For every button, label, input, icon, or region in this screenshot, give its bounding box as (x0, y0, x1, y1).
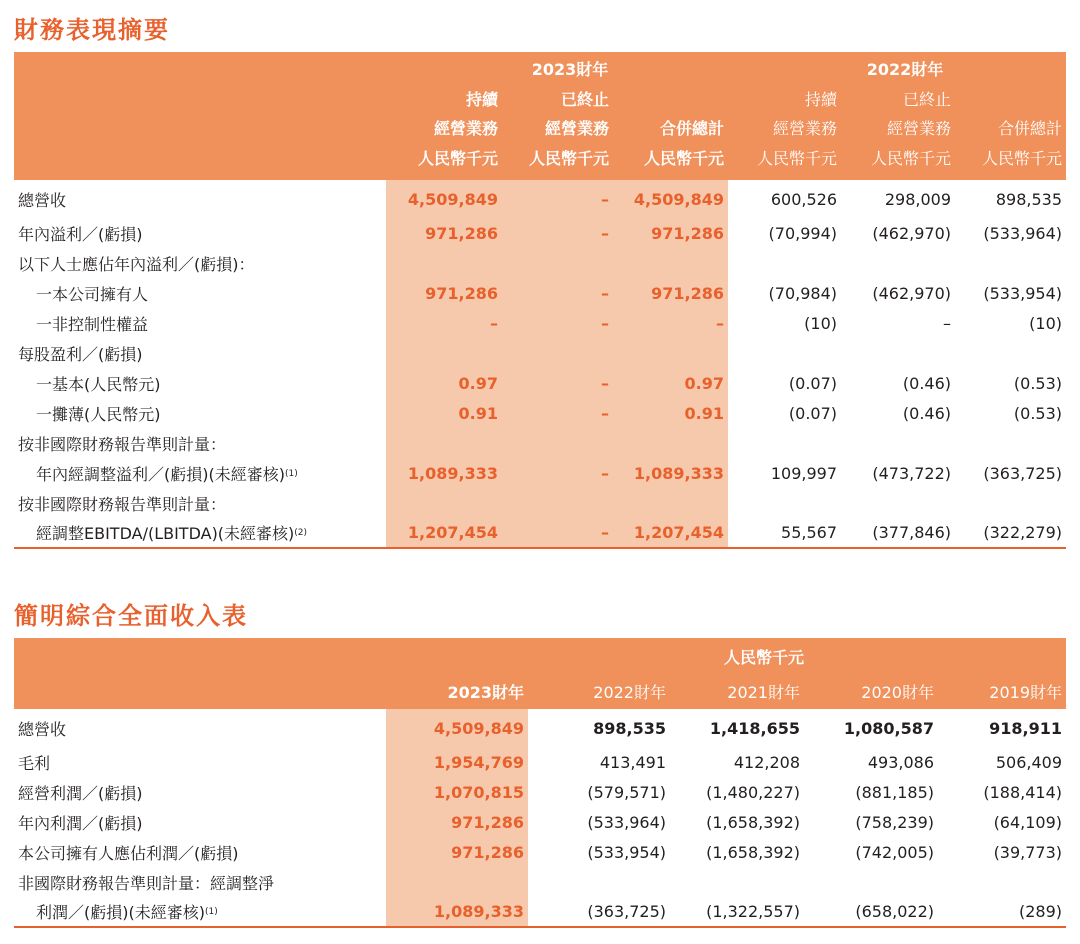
table-cell: 971,286 (386, 278, 502, 308)
table-cell: 1,080,587 (843, 718, 934, 738)
table-cell: (579,571) (587, 782, 666, 802)
table-cell: 1,207,454 (386, 518, 502, 548)
row-label (14, 488, 386, 518)
header-fy2022: 2022財年 (728, 52, 1066, 84)
table-cell: 4,509,849 (613, 180, 728, 218)
col-header-l2: 經營業務 (502, 113, 613, 141)
table-cell (728, 338, 841, 368)
table-cell (841, 488, 955, 518)
table-cell (502, 428, 613, 458)
table-cell (502, 488, 613, 518)
table-cell: 971,286 (613, 218, 728, 248)
table-row (14, 747, 1066, 777)
col-header-l1: 已終止 (841, 84, 955, 113)
row-label (14, 867, 386, 897)
row-label-text: 年內利潤／(虧損) (18, 813, 143, 833)
footnote-marker: (1) (204, 907, 218, 917)
table-cell: (363,725) (528, 897, 670, 927)
table-cell (613, 428, 728, 458)
table-row (14, 837, 1066, 867)
col-header-unit: 人民幣千元 (386, 141, 502, 180)
table-cell: (533,954) (983, 283, 1063, 303)
table-row (14, 180, 1066, 218)
table-cell: 971,286 (386, 807, 528, 837)
row-label-text: 年內經調整溢利／(虧損)(未經審核) (36, 464, 285, 484)
table-cell: 1,070,815 (386, 777, 528, 807)
row-label-text: 一本公司擁有人 (36, 284, 149, 304)
row-label (14, 338, 386, 368)
table-row (14, 709, 1066, 747)
table-cell: 298,009 (884, 189, 952, 209)
row-label-text: 一基本(人民幣元) (36, 374, 161, 394)
table-cell: (377,846) (841, 518, 955, 548)
table-cell: (1,322,557) (670, 897, 804, 927)
col-header-unit: 人民幣千元 (841, 141, 955, 180)
table-cell (386, 488, 502, 518)
table-cell (670, 867, 804, 897)
table-cell: 1,089,333 (613, 458, 728, 488)
table-cell: (39,773) (993, 842, 1063, 862)
table-cell (386, 428, 502, 458)
table-cell: (0.53) (1013, 403, 1063, 423)
footnote-marker: (1) (284, 468, 298, 479)
table-cell: 1,418,655 (709, 718, 800, 738)
row-label-text: 總營收 (18, 719, 67, 739)
table-cell: (742,005) (855, 842, 934, 862)
header-blank (14, 52, 386, 84)
table-row (14, 488, 1066, 518)
col-header-l1: 已終止 (502, 84, 613, 113)
row-label-text: 非國際財務報告準則計量：經調整淨 (18, 873, 275, 893)
col-header-l2: 合併總計 (613, 113, 728, 141)
table-cell (502, 248, 613, 278)
header-unit: 人民幣千元 (386, 638, 1066, 674)
table-cell: 109,997 (770, 463, 838, 483)
table-cell: – (502, 180, 613, 218)
row-label (14, 518, 386, 548)
table-cell: 0.97 (386, 368, 502, 398)
table-cell: (758,239) (855, 812, 934, 832)
table-row (14, 248, 1066, 278)
table-row (14, 278, 1066, 308)
row-label-text: 總營收 (18, 190, 67, 210)
table-cell (386, 338, 502, 368)
row-label-text: 利潤／(虧損)(未經審核) (36, 903, 205, 922)
table-cell: (0.53) (1013, 373, 1063, 393)
col-header-l1 (955, 84, 1066, 113)
table-cell: (289) (938, 897, 1066, 927)
table-row (14, 308, 1066, 338)
table-row (14, 368, 1066, 398)
table-row (14, 807, 1066, 837)
row-label-text: 以下人士應佔年內溢利／(虧損)： (18, 254, 255, 274)
table-cell: – (502, 368, 613, 398)
row-label (14, 278, 386, 308)
table-row (14, 218, 1066, 248)
table-row (14, 777, 1066, 807)
table-cell: (70,994) (768, 223, 838, 243)
row-label-text: 一攤薄(人民幣元) (36, 404, 161, 424)
col-header-unit: 人民幣千元 (955, 141, 1066, 180)
row-label-text: 經調整EBITDA/(LBITDA)(未經審核) (36, 524, 295, 543)
table-cell: (533,954) (587, 842, 666, 862)
table-cell: (363,725) (983, 463, 1063, 483)
table-cell: 1,089,333 (386, 458, 502, 488)
row-label-text: 一非控制性權益 (36, 314, 149, 334)
table-cell: (1,658,392) (706, 842, 800, 862)
table-cell: (473,722) (872, 463, 952, 483)
table-cell: – (502, 218, 613, 248)
row-label (14, 218, 386, 248)
table-cell: 506,409 (995, 752, 1063, 772)
table-cell (841, 338, 955, 368)
table-cell: 600,526 (770, 189, 838, 209)
table-cell: (881,185) (855, 782, 934, 802)
table-cell: – (502, 308, 613, 338)
table-cell (613, 488, 728, 518)
table-row (14, 897, 1066, 927)
row-label (14, 458, 386, 488)
col-header-l2: 經營業務 (841, 113, 955, 141)
table-cell: (0.46) (902, 373, 952, 393)
row-label (14, 180, 386, 218)
income-statement-table (14, 638, 1066, 928)
table-cell: (64,109) (993, 812, 1063, 832)
table-cell: 0.91 (386, 398, 502, 428)
table-cell: 898,535 (995, 189, 1063, 209)
table-row (14, 428, 1066, 458)
table-cell: (1,658,392) (706, 812, 800, 832)
table-cell: 493,086 (867, 752, 934, 772)
row-label (14, 709, 386, 747)
table-cell: – (502, 518, 613, 548)
table-cell: – (613, 308, 728, 338)
table-row (14, 518, 1066, 548)
col-header-l2: 經營業務 (728, 113, 841, 141)
col-header-l2: 合併總計 (955, 113, 1066, 141)
table-cell: – (943, 313, 952, 333)
table-cell: 971,286 (613, 278, 728, 308)
section2-title: 簡明綜合全面收入表 (14, 602, 248, 630)
row-label (14, 897, 386, 927)
header-fy2023: 2023財年 (386, 52, 728, 84)
table-cell (804, 867, 938, 897)
section1-title: 財務表現摘要 (14, 16, 170, 44)
row-label (14, 747, 386, 777)
row-label (14, 368, 386, 398)
year-header: 2020財年 (804, 674, 938, 709)
col-header-l1: 持續 (386, 84, 502, 113)
row-label (14, 308, 386, 338)
row-label-text: 毛利 (18, 753, 51, 773)
table-cell: (0.46) (902, 403, 952, 423)
table-cell: 1,207,454 (613, 518, 728, 548)
table-cell: (0.07) (788, 373, 838, 393)
table-cell: (10) (804, 313, 838, 333)
table-cell: – (502, 458, 613, 488)
table-cell (728, 248, 841, 278)
table-cell (502, 338, 613, 368)
row-label (14, 807, 386, 837)
row-label (14, 398, 386, 428)
col-header-l1 (613, 84, 728, 113)
table-cell: (462,970) (872, 223, 952, 243)
year-header: 2019財年 (938, 674, 1066, 709)
table-cell: – (386, 308, 502, 338)
table-cell: (10) (1029, 313, 1063, 333)
table-cell (613, 248, 728, 278)
table-cell: – (502, 278, 613, 308)
table-cell (955, 338, 1066, 368)
table-cell (386, 248, 502, 278)
table-cell: 971,286 (386, 837, 528, 867)
table-row (14, 458, 1066, 488)
table-cell (728, 488, 841, 518)
table-cell (955, 428, 1066, 458)
table-cell: 413,491 (599, 752, 666, 772)
footnote-marker: (2) (294, 528, 308, 538)
table-cell: 0.97 (613, 368, 728, 398)
table-cell: 4,509,849 (386, 709, 528, 747)
row-label-text: 年內溢利／(虧損) (18, 224, 143, 244)
table-cell: (658,022) (804, 897, 938, 927)
table-row (14, 398, 1066, 428)
year-header: 2023財年 (386, 674, 528, 709)
table-cell: 4,509,849 (386, 180, 502, 218)
table-cell (841, 428, 955, 458)
table-cell (955, 248, 1066, 278)
table-cell: (0.07) (788, 403, 838, 423)
table-cell: (70,984) (768, 283, 838, 303)
table-cell: 0.91 (613, 398, 728, 428)
col-header-l1: 持續 (728, 84, 841, 113)
row-label-text: 本公司擁有人應佔利潤／(虧損) (18, 843, 239, 863)
row-label-text: 每股盈利／(虧損) (18, 344, 143, 364)
row-label (14, 428, 386, 458)
year-header: 2021財年 (670, 674, 804, 709)
row-label (14, 777, 386, 807)
table-cell: 918,911 (989, 718, 1063, 738)
row-label-text: 經營利潤／(虧損) (18, 783, 143, 803)
table-cell: 1,954,769 (386, 747, 528, 777)
table-cell (728, 428, 841, 458)
table-row (14, 338, 1066, 368)
col-header-unit: 人民幣千元 (502, 141, 613, 180)
table-cell: 55,567 (728, 518, 841, 548)
table-cell: (188,414) (983, 782, 1063, 802)
table-cell: (1,480,227) (706, 782, 800, 802)
table-cell: – (502, 398, 613, 428)
table-cell: (462,970) (872, 283, 952, 303)
table-cell: 412,208 (733, 752, 800, 772)
table-cell (955, 488, 1066, 518)
table-cell (613, 338, 728, 368)
table-row (14, 867, 1066, 897)
financial-summary-table (14, 52, 1066, 549)
table-cell (841, 248, 955, 278)
row-label-text: 按非國際財務報告準則計量： (18, 434, 227, 454)
year-header: 2022財年 (528, 674, 670, 709)
table-cell: (322,279) (955, 518, 1066, 548)
row-label (14, 837, 386, 867)
table-cell (938, 867, 1066, 897)
table-cell (386, 867, 528, 897)
table-cell: 898,535 (593, 718, 666, 738)
table-cell (528, 867, 670, 897)
table-cell: (533,964) (983, 223, 1063, 243)
row-label (14, 248, 386, 278)
col-header-unit: 人民幣千元 (613, 141, 728, 180)
table-cell: 1,089,333 (386, 897, 528, 927)
col-header-unit: 人民幣千元 (728, 141, 841, 180)
col-header-l2: 經營業務 (386, 113, 502, 141)
row-label-text: 按非國際財務報告準則計量： (18, 494, 227, 514)
table-cell: (533,964) (587, 812, 666, 832)
table-cell: 971,286 (386, 218, 502, 248)
